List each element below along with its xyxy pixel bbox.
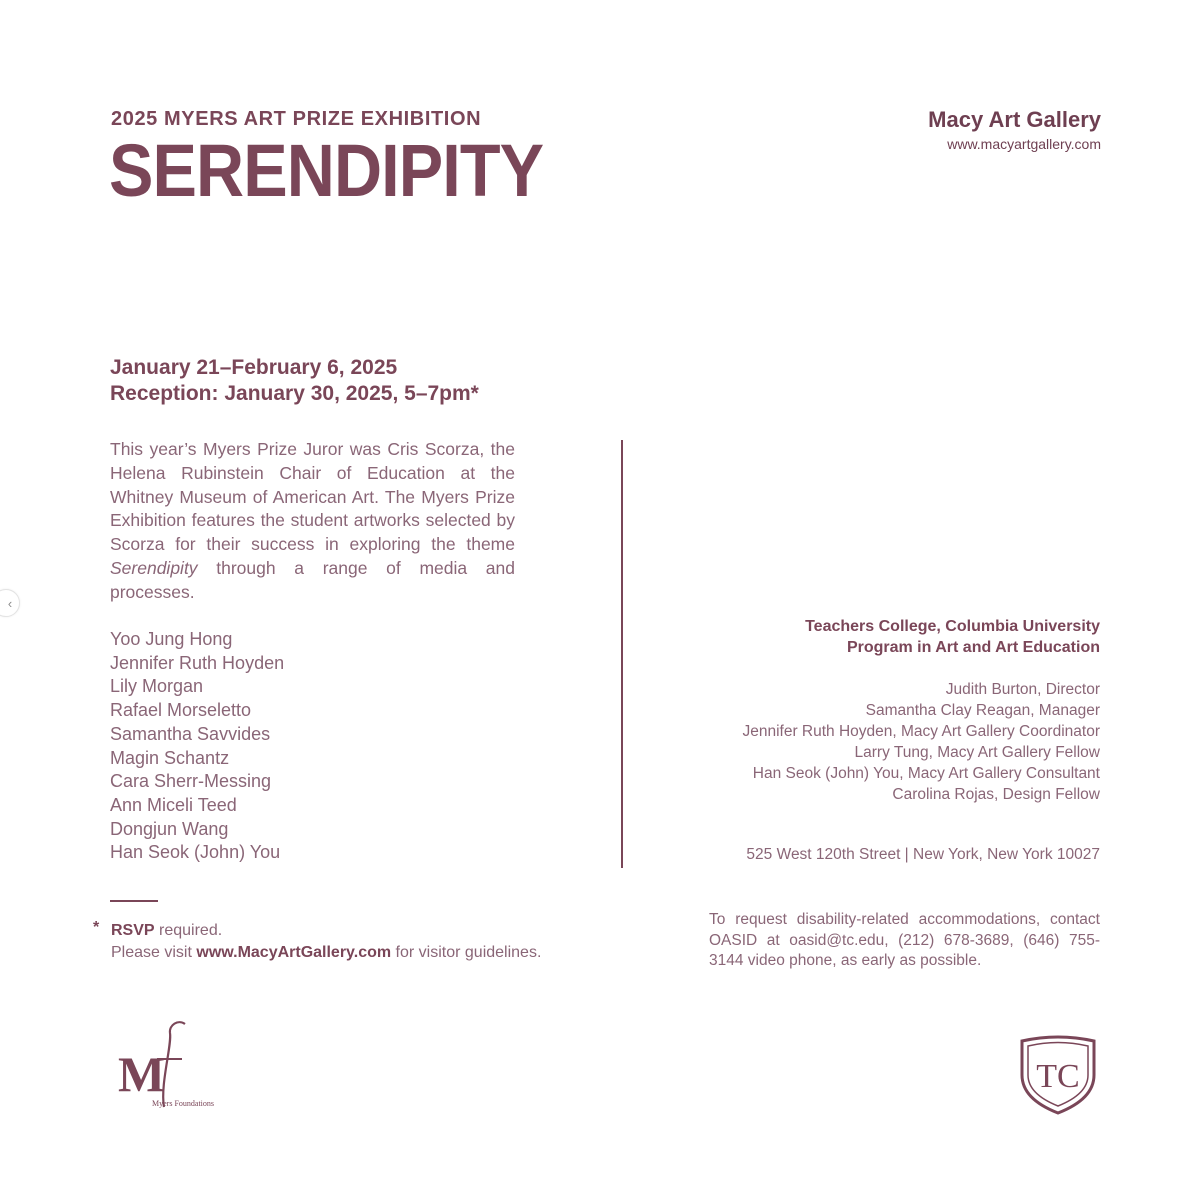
rsvp-label: RSVP: [111, 922, 155, 939]
accessibility-note: To request disability-related accommodations, contact OASID at oasid@tc.edu, (212) 678-3689, (646) 755-3144 video phone, as early as possible.: [709, 911, 1100, 969]
artist-name: Cara Sherr-Messing: [110, 771, 272, 792]
logo-caption: Myers Foundations: [152, 1099, 214, 1108]
rsvp-footnote: [111, 920, 541, 964]
gallery-address: 525 West 120th Street | New York, New York 10027: [746, 846, 1100, 863]
previous-slide-button[interactable]: [0, 589, 20, 617]
artist-list: [110, 628, 284, 865]
gallery-name: Macy Art Gallery: [928, 107, 1101, 132]
logo-f-stroke: [163, 1022, 185, 1107]
footnote-rule: [110, 900, 158, 902]
chevron-left-icon: ‹: [7, 595, 13, 611]
logo-monogram: M: [118, 1046, 166, 1102]
staff-member: Samantha Clay Reagan, Manager: [865, 702, 1100, 719]
myers-foundations-logo: [112, 1015, 232, 1115]
description-theme: Serendipity: [110, 557, 198, 578]
staff-list: [742, 679, 1100, 805]
column-divider: [621, 440, 623, 868]
run-dates: January 21–February 6, 2025: [110, 356, 398, 379]
exhibition-description: [110, 438, 515, 605]
artist-name: Magin Schantz: [110, 747, 230, 768]
gallery-url[interactable]: www.macyartgallery.com: [947, 136, 1101, 152]
artist-name: Ann Miceli Teed: [110, 794, 237, 815]
artist-name: Rafael Morseletto: [110, 700, 252, 721]
visit-prefix: Please visit: [111, 944, 197, 961]
artist-name: Jennifer Ruth Hoyden: [110, 652, 285, 673]
artist-name: Samantha Savvides: [110, 723, 271, 744]
organization-line-1: Teachers College, Columbia University: [805, 618, 1100, 635]
visit-suffix: for visitor guidelines.: [391, 944, 542, 961]
staff-member: Han Seok (John) You, Macy Art Gallery Consultant: [752, 765, 1100, 782]
staff-member: Jennifer Ruth Hoyden, Macy Art Gallery Coordinator: [742, 723, 1100, 740]
staff-member: Larry Tung, Macy Art Gallery Fellow: [854, 744, 1100, 761]
shield-monogram: TC: [1036, 1058, 1080, 1095]
artist-name: Dongjun Wang: [110, 818, 229, 839]
description-text-end: through a range of media and processes.: [110, 557, 515, 602]
description-text-start: This year’s Myers Prize Juror was Cris Scorza, the Helena Rubinstein Chair of Education at the Whitney Museum of American Art. The Myers Prize Exhibition features the student artworks selected by Scorza for their success in exploring the theme: [110, 439, 515, 555]
artist-name: Han Seok (John) You: [110, 842, 281, 863]
exhibition-subtitle: 2025 MYERS ART PRIZE EXHIBITION: [111, 108, 482, 130]
exhibition-dates: [110, 355, 479, 407]
staff-member: Carolina Rojas, Design Fellow: [892, 786, 1100, 803]
staff-member: Judith Burton, Director: [945, 681, 1100, 698]
footnote-asterisk: *: [93, 919, 100, 936]
organization-line-2: Program in Art and Art Education: [846, 639, 1100, 656]
visit-link[interactable]: www.MacyArtGallery.com: [196, 944, 392, 961]
artist-name: Yoo Jung Hong: [110, 629, 233, 649]
organization-name: [805, 616, 1100, 658]
rsvp-text: required.: [154, 922, 223, 939]
teachers-college-shield-logo: [1016, 1033, 1100, 1117]
artist-name: Lily Morgan: [110, 676, 204, 697]
exhibition-title: SERENDIPITY: [109, 129, 544, 212]
reception-date: Reception: January 30, 2025, 5–7pm*: [110, 382, 479, 405]
